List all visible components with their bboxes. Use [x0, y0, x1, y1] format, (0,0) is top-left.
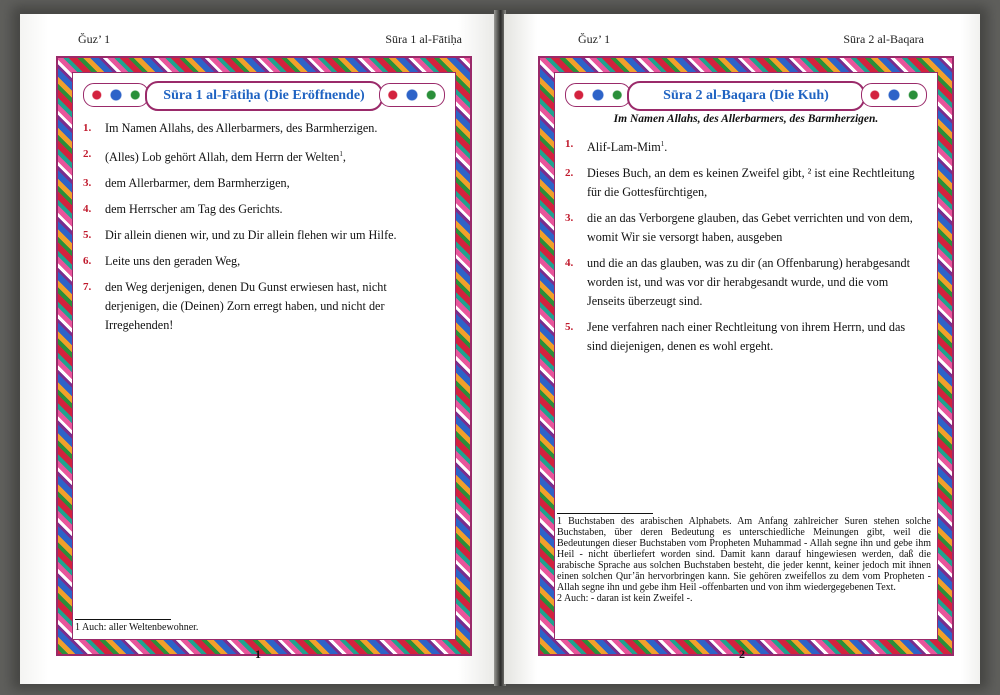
left-verse-list	[83, 119, 443, 342]
right-footnotes	[557, 513, 931, 604]
right-title-band	[565, 79, 927, 109]
verse-number: 7.	[83, 281, 92, 294]
verse	[83, 200, 443, 219]
verse-number: 2.	[83, 148, 92, 160]
verse-number: 4.	[565, 257, 574, 270]
verse-number: 5.	[565, 321, 574, 334]
verse	[565, 135, 925, 157]
footnote-ref[interactable]: 1	[660, 140, 665, 148]
right-sura-title: Sūra 2 al-Baqara (Die Kuh)	[627, 81, 865, 111]
verse-text: und die an das glauben, was zu dir (an Offenbarung) herabgesandt worden ist, und was vor dir herabgesandt wurde, und die vom Jenseits überzeugt sind.	[587, 256, 910, 309]
verse-text: die an das Verborgene glauben, das Gebet verrichten und von dem, womit Wir sie versorgt haben, ausgeben	[587, 211, 913, 245]
right-verse-list	[565, 135, 925, 363]
verse-number: 3.	[565, 212, 574, 225]
right-header-sura: Sūra 2 al-Baqara	[843, 32, 924, 46]
verse-text: dem Allerbarmer, dem Barmherzigen,	[105, 176, 290, 191]
verse-number: 1.	[83, 122, 92, 134]
left-text-area	[72, 72, 456, 640]
left-title-band	[83, 79, 445, 109]
verse	[565, 209, 925, 247]
left-page	[20, 14, 496, 684]
right-text-area	[554, 72, 938, 640]
floral-ornament-icon	[379, 83, 445, 107]
floral-ornament-icon	[565, 83, 631, 107]
verse-number: 6.	[83, 255, 92, 268]
verse-text-punct: .	[664, 140, 668, 155]
floral-ornament-icon	[83, 83, 149, 107]
verse	[83, 226, 443, 245]
verse-text: Dir allein dienen wir, und zu Dir allein flehen wir um Hilfe.	[105, 228, 397, 243]
verse-number: 4.	[83, 203, 92, 216]
verse-text: den Weg derjenigen, denen Du Gunst erwiesen hast, nicht derjenigen, die (Deinen) Zorn erregt haben, und nicht der Irregehenden!	[105, 280, 387, 333]
verse	[83, 119, 443, 138]
verse-text: (Alles) Lob gehört Allah, dem Herrn der Welten	[105, 150, 340, 165]
verse-text: Jene verfahren nach einer Rechtleitung von ihrem Herrn, und das sind diejenigen, denen es wohl ergeht.	[587, 320, 906, 354]
verse	[83, 252, 443, 271]
footnote: 1 Buchstaben des arabischen Alphabets. Am Anfang zahlreicher Suren stehen solche Buchstaben, über deren Bedeutung es unterschiedliche Meinungen gibt, weil die Bedeutungen dieser Buchstaben vom Propheten Muhammad - Allah segne ihn und gebe ihm Heil - nicht überliefert worden sind. Damit kann darauf hingewiesen werden, daß die arabische Sprache aus solchen Buchstaben besteht, die jeder kennt, keiner jedoch mit ihnen einen solchen Qur’ān hervorbringen kann. Sie gehören zweifellos zu dem vom Propheten - Allah segne ihn und gebe ihm Heil -offenbarten und von ihm wiedergegebenen Text.	[557, 516, 931, 593]
left-page-number: 1	[255, 647, 261, 661]
verse-text: dem Herrscher am Tag des Gerichts.	[105, 202, 283, 217]
right-header-juz: Ğuz’ 1	[578, 32, 611, 46]
verse-number: 1.	[565, 138, 574, 150]
left-header-juz: Ğuz’ 1	[78, 32, 111, 46]
left-sura-title: Sūra 1 al-Fātiḥa (Die Eröffnende)	[145, 81, 383, 111]
verse-text: Im Namen Allahs, des Allerbarmers, des Barmherzigen.	[105, 121, 378, 135]
footnote-rule	[557, 513, 653, 514]
floral-ornament-icon	[861, 83, 927, 107]
right-page	[504, 14, 980, 684]
verse-text-wrap	[587, 135, 925, 157]
verse-text-wrap	[105, 145, 443, 167]
verse-number: 5.	[83, 229, 92, 242]
left-footnotes	[75, 619, 449, 633]
verse-text: Dieses Buch, an dem es keinen Zweifel gibt, ² ist eine Rechtleitung für die Gottesfürchtigen,	[587, 166, 915, 200]
left-header-sura: Sūra 1 al-Fātiḥa	[385, 32, 462, 46]
footnote-rule	[75, 619, 171, 620]
footnote: 2 Auch: - daran ist kein Zweifel -.	[557, 593, 693, 604]
right-page-number: 2	[739, 647, 745, 661]
verse-number: 2.	[565, 167, 574, 180]
basmala: Im Namen Allahs, des Allerbarmers, des Barmherzigen.	[613, 113, 879, 125]
footnote: 1 Auch: aller Weltenbewohner.	[75, 622, 199, 633]
verse	[565, 318, 925, 356]
verse-text: Leite uns den geraden Weg,	[105, 254, 241, 269]
left-ornamental-border	[56, 56, 472, 656]
verse	[83, 174, 443, 193]
verse	[565, 254, 925, 311]
verse	[83, 145, 443, 167]
verse-text-punct: ,	[342, 150, 346, 165]
verse-text: Alif-Lam-Mim	[587, 140, 661, 155]
footnote-ref[interactable]: 1	[339, 150, 343, 158]
verse	[83, 278, 443, 335]
verse	[565, 164, 925, 202]
right-ornamental-border	[538, 56, 954, 656]
verse-number: 3.	[83, 177, 92, 190]
